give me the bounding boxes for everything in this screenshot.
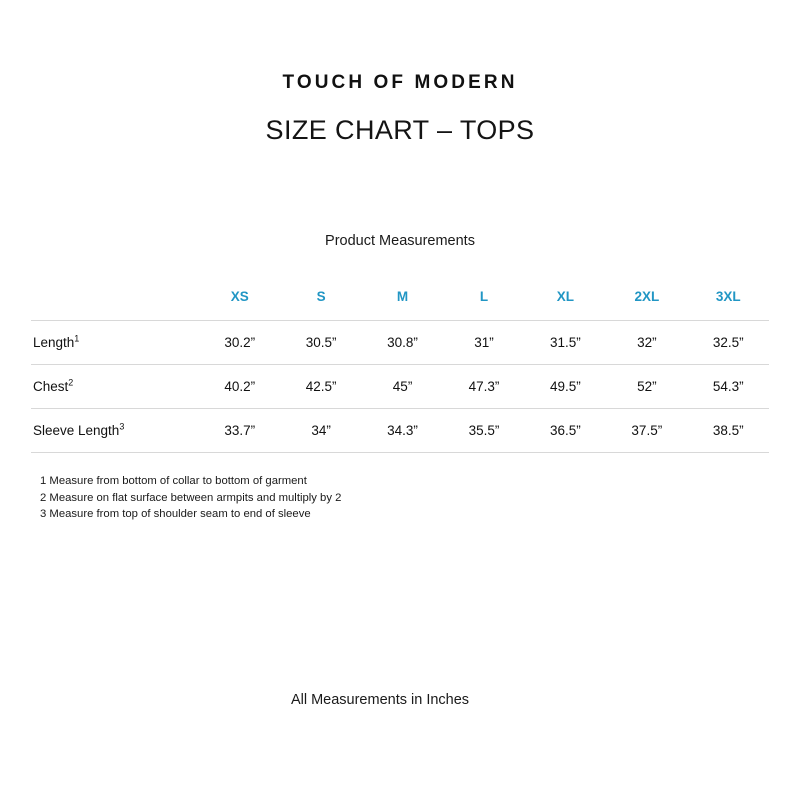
cell-length-2xl: 32” — [637, 335, 657, 350]
cell-chest-xs: 40.2” — [224, 379, 256, 394]
brand-wordmark: TOUCH OF MODERN — [282, 72, 518, 93]
table-header-row — [31, 283, 769, 321]
cell-length-xs: 30.2” — [224, 335, 256, 350]
column-header-m: M — [396, 289, 409, 304]
cell-sleeve-xs: 33.7” — [224, 423, 256, 438]
column-header-2xl: 2XL — [634, 289, 660, 304]
cell-chest-l: 47.3” — [468, 379, 500, 394]
footnote-1: 1 Measure from bottom of collar to bottom of garment — [40, 475, 307, 487]
column-header-l: L — [479, 289, 489, 304]
cell-chest-m: 45” — [392, 379, 413, 394]
cell-sleeve-3xl: 38.5” — [712, 423, 744, 438]
cell-sleeve-2xl: 37.5” — [631, 423, 663, 438]
cell-length-l: 31” — [474, 335, 494, 350]
cell-chest-s: 42.5” — [305, 379, 337, 394]
column-header-s: S — [316, 289, 326, 304]
cell-sleeve-xl: 36.5” — [550, 423, 581, 438]
row-footnote-marker: 1 — [74, 333, 80, 344]
footnote-2: 2 Measure on flat surface between armpits and multiply by 2 — [40, 491, 342, 504]
section-heading: Product Measurements — [325, 233, 475, 249]
cell-sleeve-l: 35.5” — [468, 423, 500, 438]
column-header-xl: XL — [556, 289, 575, 304]
cell-length-m: 30.8” — [387, 335, 418, 350]
page-title: SIZE CHART – TOPS — [265, 115, 535, 145]
column-header-3xl: 3XL — [715, 289, 741, 304]
row-label-text: Length — [33, 335, 75, 350]
table-header — [31, 283, 769, 321]
table-row — [31, 409, 769, 453]
cell-length-3xl: 32.5” — [712, 335, 744, 350]
cell-sleeve-m: 34.3” — [387, 423, 418, 438]
cell-chest-3xl: 54.3” — [712, 379, 744, 394]
cell-chest-2xl: 52” — [637, 379, 657, 394]
row-label-text: Chest — [33, 379, 69, 394]
cell-chest-xl: 49.5” — [550, 379, 581, 394]
cell-sleeve-s: 34” — [311, 423, 331, 438]
cell-length-xl: 31.5” — [550, 335, 581, 350]
footnote-3: 3 Measure from top of shoulder seam to end of sleeve — [40, 508, 311, 520]
table-body — [31, 321, 769, 453]
table-row — [31, 321, 769, 365]
table-row — [31, 365, 769, 409]
cell-length-s: 30.5” — [305, 335, 337, 350]
measurements-table-wrap — [31, 283, 769, 453]
measurements-table — [31, 283, 769, 453]
row-label-text: Sleeve Length — [33, 423, 120, 438]
footnotes — [40, 473, 341, 523]
row-label-length — [31, 321, 199, 365]
row-label-sleeve-length — [31, 409, 199, 453]
row-footnote-marker: 3 — [119, 421, 125, 432]
row-footnote-marker: 2 — [68, 377, 74, 388]
table-header-blank — [31, 283, 199, 321]
footer-note: All Measurements in Inches — [290, 692, 470, 708]
row-label-chest — [31, 365, 199, 409]
column-header-xs: XS — [230, 289, 249, 304]
